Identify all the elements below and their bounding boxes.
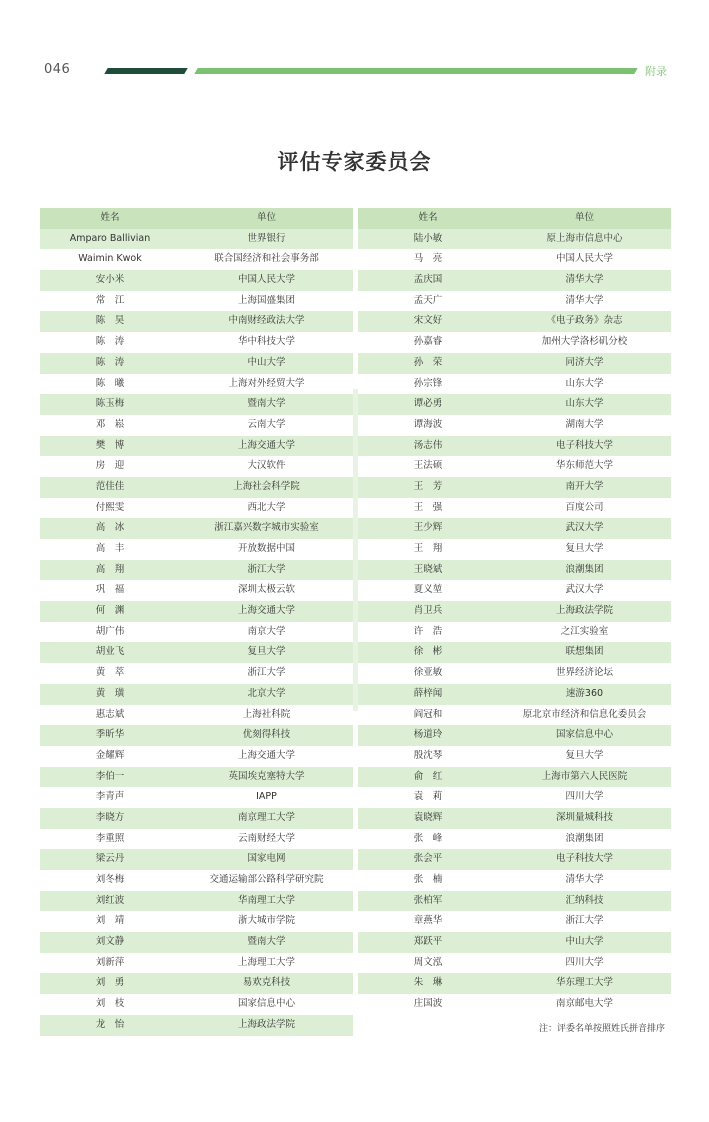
member-unit: 大汉软件 [247,460,286,472]
member-unit: 复旦大学 [565,543,604,554]
table-row [358,560,671,581]
table-row [358,953,671,974]
table-row [358,539,671,560]
table-row [358,932,671,953]
table-row [358,580,671,601]
table-row [358,622,671,643]
member-name: 邓 崧 [95,418,125,430]
member-unit: 中国人民大学 [555,253,613,265]
table-row [358,456,671,477]
member-name: 王法硕 [413,460,443,472]
member-name: 阎冠和 [413,708,443,720]
member-name: 刘红波 [95,894,125,906]
member-name: 黄 璜 [95,687,125,699]
member-unit: 四川大学 [565,791,604,803]
member-unit: 同济大学 [565,356,604,368]
member-name: 陆小敏 [413,232,443,244]
member-name: Amparo Ballivian [69,232,151,244]
member-name: 李晓方 [95,811,125,823]
table-row [40,746,353,767]
member-unit: 联想集团 [565,646,604,658]
table-row [358,249,671,270]
member-name: 孙宗锋 [413,377,443,389]
table-row [40,622,353,643]
member-name: 刘冬梅 [95,874,125,885]
member-name: 巩 福 [95,584,125,596]
member-name: 王 强 [413,501,443,513]
table-row [40,291,353,312]
member-name: 徐亚敏 [413,667,443,679]
right-committee-table [358,208,671,1015]
member-name: 袁 莉 [413,791,443,803]
table-row [358,477,671,498]
member-unit: 上海社会科学院 [233,480,300,492]
table-row [40,229,353,250]
table-row [358,229,671,250]
member-unit: 四川大学 [565,956,604,968]
member-unit: 浙江大学 [247,563,286,575]
member-name: 季昕华 [95,729,125,741]
table-row [40,1015,353,1036]
member-name: 陈玉梅 [95,398,125,410]
member-name: 房 迎 [95,460,125,472]
member-name: 梁云丹 [95,853,125,865]
member-unit: 易欢克科技 [242,977,291,989]
member-unit: 优刻得科技 [242,729,291,741]
member-name: 张会平 [413,853,443,865]
table-row [358,684,671,705]
member-name: 孟天广 [413,294,443,306]
member-name: 刘新萍 [95,956,125,968]
member-unit: 深圳量城科技 [555,811,613,823]
member-unit: 清华大学 [565,874,604,885]
member-unit: 浙江大学 [247,667,286,679]
member-unit: IAPP [256,791,277,803]
table-row [358,705,671,726]
member-unit: 上海政法学院 [237,1018,295,1030]
table-row [40,705,353,726]
header-bar-dark [104,68,187,74]
member-unit: 电子科技大学 [555,439,613,451]
member-unit: 世界银行 [247,232,286,244]
table-row [40,477,353,498]
member-name: 张 楠 [413,874,443,885]
member-name: 庄国波 [413,998,443,1010]
member-unit: 汇纳科技 [565,894,604,906]
member-name: 常 江 [95,294,125,306]
member-name: 安小米 [95,274,125,286]
table-row [40,601,353,622]
member-unit: 南京理工大学 [237,811,295,823]
member-name: 王少辉 [413,522,443,534]
table-row [40,725,353,746]
member-unit: 上海社科院 [242,708,291,720]
member-name: 郑跃平 [413,936,443,948]
member-name: 章燕华 [413,915,443,927]
table-row [40,808,353,829]
table-row [40,394,353,415]
member-unit: 中南财经政法大学 [228,315,305,327]
section-label: 附录 [645,65,667,78]
member-name: 胡业飞 [95,646,125,658]
member-unit: 中国人民大学 [237,274,295,286]
member-name: 王 翔 [413,543,443,554]
table-row [40,332,353,353]
member-name: 付熙雯 [95,501,125,513]
member-unit: 西北大学 [247,501,286,513]
table-row [40,973,353,994]
member-name: 惠志斌 [95,708,125,720]
member-name: 孙 荣 [413,356,443,368]
table-row [40,767,353,788]
member-unit: 中山大学 [565,936,604,948]
member-name: 高 翔 [95,563,125,575]
member-unit: 上海交通大学 [237,439,295,451]
member-unit: 北京大学 [247,687,286,699]
table-row [358,642,671,663]
member-unit: 电子科技大学 [555,853,613,865]
member-name: 王 芳 [413,480,443,492]
member-unit: 浙大城市学院 [237,915,295,927]
table-row [358,808,671,829]
table-row [40,870,353,891]
member-unit: 华东理工大学 [555,977,613,989]
table-row [40,436,353,457]
member-name: 李伯一 [95,770,125,782]
member-unit: 暨南大学 [247,936,286,948]
table-row [358,415,671,436]
member-unit: 原北京市经济和信息化委员会 [522,708,647,720]
table-row [358,870,671,891]
left-committee-table [40,208,353,1036]
member-unit: 南开大学 [565,480,604,492]
table-row [358,498,671,519]
member-name: 孟庆国 [413,274,443,286]
table-row [358,829,671,850]
member-name: 陈 昊 [95,315,125,327]
table-row [358,601,671,622]
table-row [358,436,671,457]
table-row [40,932,353,953]
member-name: 许 浩 [413,625,443,637]
column-header-unit: 单位 [574,212,594,223]
table-row [40,580,353,601]
member-name: 李重照 [95,832,125,844]
member-unit: 山东大学 [565,377,604,389]
member-unit: 国家电网 [247,853,286,865]
member-unit: 华南理工大学 [237,894,295,906]
table-row [358,291,671,312]
member-name: 刘 枝 [95,998,125,1010]
member-unit: 国家信息中心 [237,998,295,1010]
table-row [358,353,671,374]
table-row [40,518,353,539]
member-unit: 之江实验室 [560,625,609,637]
member-unit: 南京大学 [247,625,286,637]
member-unit: 清华大学 [565,274,604,286]
table-row [358,270,671,291]
member-unit: 武汉大学 [565,584,604,596]
table-row [40,953,353,974]
table-row [358,746,671,767]
table-row [358,394,671,415]
table-row [358,311,671,332]
member-unit: 浪潮集团 [565,563,604,575]
member-name: 夏义堃 [413,584,443,596]
table-row [358,973,671,994]
table-row [358,332,671,353]
member-name: 樊 博 [95,439,125,451]
member-unit: 上海对外经贸大学 [228,377,305,389]
member-name: 俞 红 [413,770,443,782]
member-name: 陈 涛 [95,336,125,348]
member-unit: 联合国经济和社会事务部 [214,253,319,265]
table-header-row [358,208,671,229]
table-row [358,663,671,684]
member-unit: 加州大学洛杉矶分校 [541,336,628,348]
member-unit: 云南财经大学 [237,832,295,844]
table-row [40,684,353,705]
member-unit: 开放数据中国 [237,543,295,554]
member-name: 高 冰 [95,522,125,534]
table-row [40,891,353,912]
member-unit: 上海交通大学 [237,605,295,617]
member-name: 谭必勇 [413,398,443,410]
member-unit: 南京邮电大学 [555,998,613,1010]
member-unit: 暨南大学 [247,398,286,410]
member-name: 肖卫兵 [413,605,443,617]
member-unit: 浪潮集团 [565,832,604,844]
member-unit: 百度公司 [565,501,604,513]
member-unit: 华东师范大学 [555,460,613,472]
table-row [40,829,353,850]
table-row [40,787,353,808]
member-name: 龙 怡 [95,1018,125,1030]
member-unit: 英国埃克塞特大学 [228,770,305,782]
member-name: 黄 萃 [95,667,125,679]
member-name: 杨道玲 [413,729,443,741]
table-row [40,994,353,1015]
member-unit: 浙江嘉兴数字城市实验室 [214,522,319,534]
table-row [40,642,353,663]
member-name: 张 峰 [413,832,443,844]
table-row [358,891,671,912]
member-name: 胡广伟 [95,625,125,637]
table-row [40,539,353,560]
member-name: 谭海波 [413,418,443,430]
member-unit: 速游360 [565,687,604,699]
member-unit: 交通运输部公路科学研究院 [209,874,324,885]
member-name: 高 丰 [95,543,125,554]
table-row [358,994,671,1015]
member-unit: 上海国盛集团 [237,294,295,306]
table-row [358,374,671,395]
header-bar-green [194,68,637,74]
page-number: 046 [44,62,71,77]
table-row [40,560,353,581]
table-row [40,456,353,477]
member-unit: 上海交通大学 [237,749,295,761]
member-name: 孙嘉睿 [413,336,443,348]
table-header-row [40,208,353,229]
member-unit: 中山大学 [247,356,286,368]
member-unit: 浙江大学 [565,915,604,927]
member-name: 刘 勇 [95,977,125,989]
column-header-name: 姓名 [100,212,120,223]
table-row [358,518,671,539]
member-name: 周文泓 [413,956,443,968]
table-row [40,415,353,436]
table-row [40,663,353,684]
member-unit: 复旦大学 [565,749,604,761]
member-name: 李青声 [95,791,125,803]
member-name: 何 渊 [95,605,125,617]
member-name: 徐 彬 [413,646,443,658]
member-name: 宋文好 [413,315,443,327]
member-name: 王晓斌 [413,563,443,575]
member-name: 马 亮 [413,253,443,265]
member-name: 袁晓辉 [413,811,443,823]
member-name: 陈 涛 [95,356,125,368]
member-name: 殷沈琴 [413,749,443,761]
member-unit: 华中科技大学 [237,336,295,348]
page-title: 评估专家委员会 [277,150,432,174]
member-unit: 上海市第六人民医院 [541,770,628,782]
table-row [358,849,671,870]
member-unit: 复旦大学 [247,646,286,658]
table-row [40,498,353,519]
member-name: 范佳佳 [95,480,125,492]
member-name: 刘 靖 [95,915,125,927]
table-row [358,767,671,788]
sorting-note: 注：评委名单按照姓氏拼音排序 [538,1024,665,1034]
member-unit: 山东大学 [565,398,604,410]
member-name: 陈 曦 [95,377,125,389]
table-row [40,374,353,395]
table-row [358,911,671,932]
table-row [40,911,353,932]
column-header-unit: 单位 [256,212,276,223]
table-row [40,270,353,291]
table-row [40,249,353,270]
member-unit: 深圳太极云软 [237,584,295,596]
table-row [358,725,671,746]
member-name: 汤志伟 [413,439,443,451]
member-unit: 湖南大学 [565,418,604,430]
table-row [40,849,353,870]
member-unit: 云南大学 [247,418,286,430]
member-unit: 原上海市信息中心 [546,232,623,244]
member-unit: 国家信息中心 [555,729,613,741]
member-name: Waimin Kwok [78,253,142,265]
member-unit: 清华大学 [565,294,604,306]
member-name: 张柏军 [413,894,443,906]
table-row [40,311,353,332]
column-header-name: 姓名 [418,212,438,223]
member-name: 金耀辉 [95,749,125,761]
member-unit: 武汉大学 [565,522,604,534]
member-unit: 世界经济论坛 [555,667,613,679]
table-row [40,353,353,374]
member-unit: 上海政法学院 [555,605,613,617]
member-unit: 《电子政务》杂志 [546,315,623,327]
member-name: 朱 琳 [413,977,443,989]
member-name: 刘文静 [95,936,125,948]
table-row [358,787,671,808]
member-unit: 上海理工大学 [237,956,295,968]
member-name: 薛梓闻 [413,687,443,699]
